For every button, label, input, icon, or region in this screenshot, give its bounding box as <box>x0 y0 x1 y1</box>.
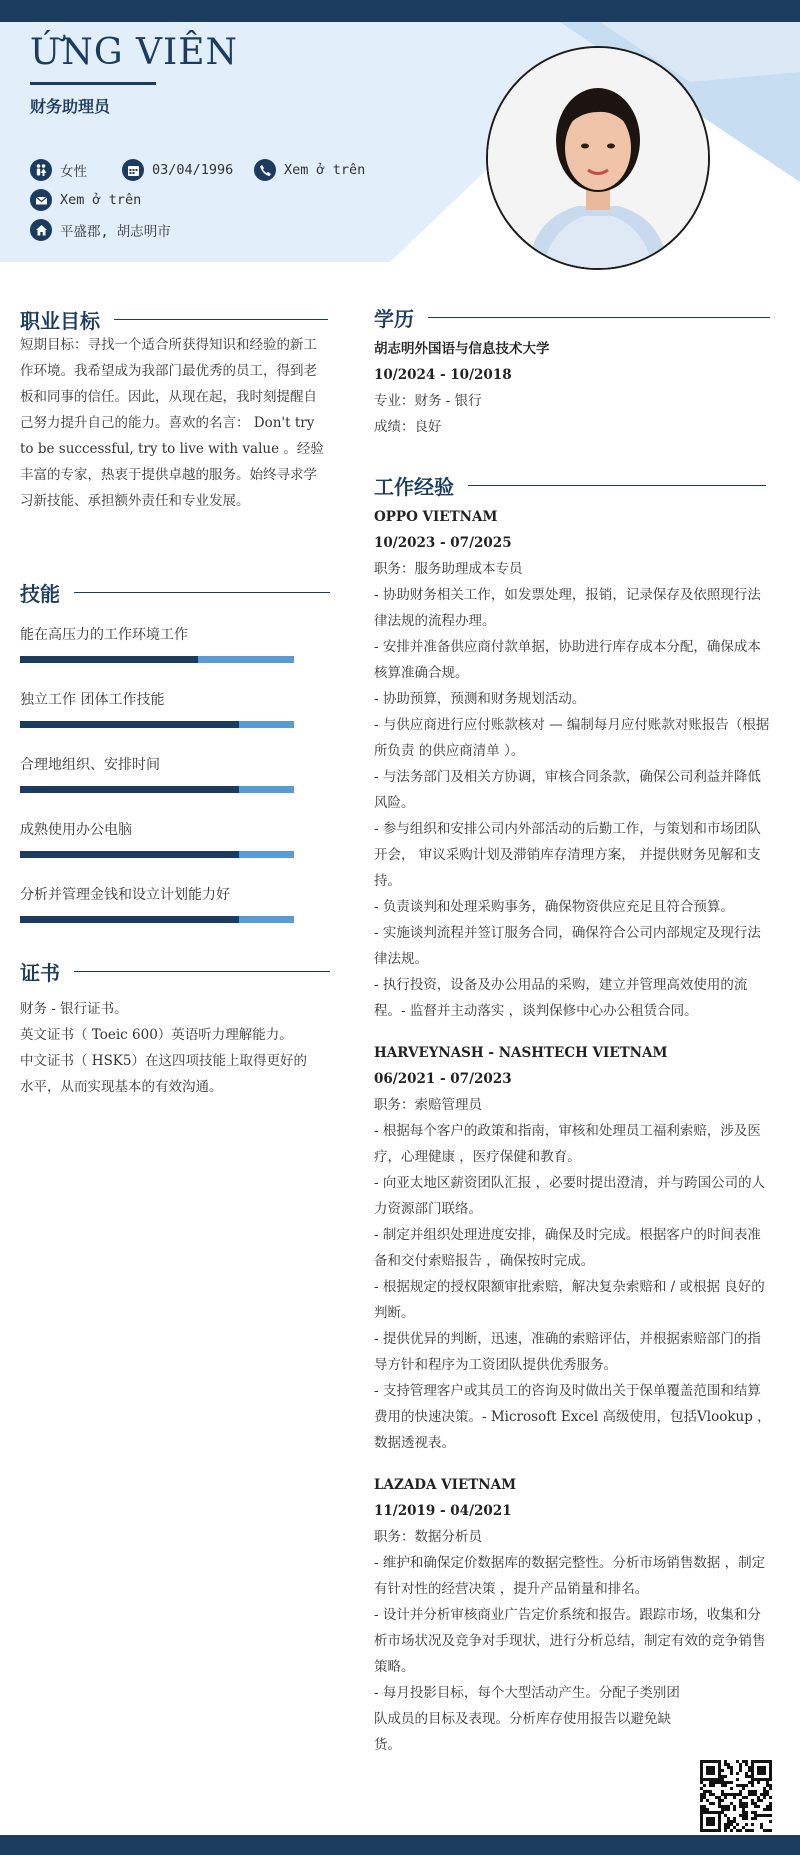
education-period: 10/2024 - 10/2018 <box>374 367 512 383</box>
job-task: - 支持管理客户或其员工的咨询及时做出关于保单覆盖范围和结算费用的快速决策。- Microsoft Excel 高级使用，包括Vlookup ，数据透视表。 <box>374 1383 771 1451</box>
job-task: - 协助预算，预测和财务规划活动。 <box>374 691 586 707</box>
birthday-info <box>122 159 233 181</box>
skill-label: 分析并管理金钱和设立计划能力好 <box>20 887 230 903</box>
education-entry <box>374 336 774 440</box>
skill-label: 独立工作 团体工作技能 <box>20 692 165 708</box>
job-task: - 与法务部门及相关方协调，审核合同条款，确保公司利益并降低风险。 <box>374 769 761 811</box>
candidate-photo <box>486 46 710 270</box>
skill-label: 合理地组织、安排时间 <box>20 757 160 773</box>
skill-bar <box>20 851 294 858</box>
certificate-item: 中文证书（ HSK5）在这四项技能上取得更好的水平，从而实现基本的有效沟通。 <box>20 1053 307 1095</box>
company-name: HARVEYNASH - NASHTECH VIETNAM <box>374 1045 668 1061</box>
experience-title: 工作经验 <box>374 471 766 500</box>
skill-bar-fill <box>20 786 239 793</box>
skill-label: 能在高压力的工作环境工作 <box>20 627 188 643</box>
job-task: - 维护和确保定价数据库的数据完整性。分析市场销售数据 ，制定有针对性的经营决策 ，提升产品销量和排名。 <box>374 1555 766 1597</box>
skill-bar-fill <box>20 656 198 663</box>
gender-text: 女性 <box>60 164 87 180</box>
career-objective-title: 职业目标 <box>20 305 328 334</box>
name-underline <box>30 82 156 85</box>
phone-icon <box>254 159 276 181</box>
job-task: - 安排并准备供应商付款单据，协助进行库存成本分配，确保成本核算准确合规。 <box>374 639 761 681</box>
certificates-list <box>20 996 310 1100</box>
job-entry <box>374 1472 774 1758</box>
job-task: - 与供应商进行应付账款核对 — 编制每月应付账款对账报告（根据所负责 的供应商清单 ）。 <box>374 717 770 759</box>
email-info <box>30 189 141 211</box>
job-task: - 实施谈判流程并签订服务合同，确保符合公司内部规定及现行法律法规。 <box>374 925 761 967</box>
email-icon <box>30 189 52 211</box>
job-task: - 向亚太地区薪资团队汇报 ，必要时提出澄清，并与跨国公司的人力资源部门联络。 <box>374 1175 766 1217</box>
job-entry <box>374 504 774 1024</box>
bottom-bar <box>0 1835 800 1855</box>
skill-bar <box>20 721 294 728</box>
job-task: - 每月投影目标，每个大型活动产生。分配子类别团队成员的目标及表现。分析库存使用报告以避免缺货。 <box>374 1685 680 1753</box>
skill-label: 成熟使用办公电脑 <box>20 822 132 838</box>
skill-bar-fill <box>20 721 239 728</box>
top-bar <box>0 0 800 22</box>
job-task: - 协助财务相关工作，如发票处理，报销，记录保存及依照现行法律法规的流程办理。 <box>374 587 761 629</box>
education-result: 成绩：良好 <box>374 419 442 435</box>
job-position: 职务：服务助理成本专员 <box>374 561 523 577</box>
skill-bar <box>20 786 294 793</box>
experience-list <box>374 504 774 1758</box>
birthday-text: 03/04/1996 <box>152 162 234 178</box>
skill-bar-fill <box>20 851 239 858</box>
job-task: - 根据每个客户的政策和指南，审核和处理员工福利索赔，涉及医疗，心理健康 ，医疗保健和教育。 <box>374 1123 761 1165</box>
address-text: 平盛郡, 胡志明市 <box>60 224 171 240</box>
skills-title: 技能 <box>20 578 330 607</box>
address-info <box>30 219 171 241</box>
phone-info <box>254 159 365 181</box>
phone-text: Xem ở trên <box>284 162 366 178</box>
calendar-icon <box>122 159 144 181</box>
job-position: 职务：索赔管理员 <box>374 1097 482 1113</box>
education-title: 学历 <box>374 303 770 332</box>
gender-info <box>30 159 87 181</box>
job-task: - 根据规定的授权限额审批索赔，解决复杂索赔和 / 或根据 良好的判断。 <box>374 1279 765 1321</box>
qr-code <box>700 1760 772 1832</box>
job-task: - 制定并组织处理进度安排，确保及时完成。根据客户的时间表准备和交付索赔报告 ，确保按时完成。 <box>374 1227 761 1269</box>
home-icon <box>30 219 52 241</box>
job-task: - 参与组织和安排公司内外部活动的后勤工作，与策划和市场团队开会， 审议采购计划及滞销库存清理方案， 并提供财务见解和支持。 <box>374 821 761 889</box>
company-name: LAZADA VIETNAM <box>374 1477 517 1493</box>
job-title: 财务助理员 <box>30 97 111 116</box>
candidate-name: ỨNG VIÊN <box>30 32 239 73</box>
job-task: - 负责谈判和处理采购事务，确保物资供应充足且符合预算。 <box>374 899 734 915</box>
job-task: - 提供优异的判断，迅速，准确的索赔评估，并根据索赔部门的指导方针和程序为工资团队提供优秀服务。 <box>374 1331 761 1373</box>
company-name: OPPO VIETNAM <box>374 509 498 525</box>
school-name: 胡志明外国语与信息技术大学 <box>374 341 550 357</box>
job-period: 11/2019 - 04/2021 <box>374 1503 512 1519</box>
job-task: - 设计并分析审核商业广告定价系统和报告。跟踪市场，收集和分析市场状况及竞争对手现状，进行分析总结，制定有效的竞争销售策略。 <box>374 1607 766 1675</box>
education-major: 专业：财务 - 银行 <box>374 393 482 409</box>
job-position: 职务：数据分析员 <box>374 1529 482 1545</box>
job-entry <box>374 1040 774 1456</box>
skill-bar <box>20 916 294 923</box>
certificates-title: 证书 <box>20 957 330 986</box>
skill-bar-fill <box>20 916 239 923</box>
gender-icon <box>30 159 52 181</box>
certificate-item: 财务 - 银行证书。 <box>20 1001 128 1017</box>
certificate-item: 英文证书（ Toeic 600）英语听力理解能力。 <box>20 1027 293 1043</box>
email-text: Xem ở trên <box>60 192 142 208</box>
career-objective-text: 短期目标：寻找一个适合所获得知识和经验的新工作环境。我希望成为我部门最优秀的员工，得到老板和同事的信任。因此，从现在起，我时刻提醒自己努力提升自己的能力。喜欢的名言： Don't try to be successful, try to live with value 。经验丰富的专家，热衷于提供卓越的服务。始终寻求学习新技能、承担额外责任和专业发展。 <box>20 337 324 509</box>
job-period: 06/2021 - 07/2023 <box>374 1071 512 1087</box>
job-task: - 执行投资，设备及办公用品的采购，建立并管理高效使用的流程。- 监督并主动落实 ，谈判保修中心办公租赁合同。 <box>374 977 748 1019</box>
skill-bar <box>20 656 294 663</box>
job-period: 10/2023 - 07/2025 <box>374 535 512 551</box>
